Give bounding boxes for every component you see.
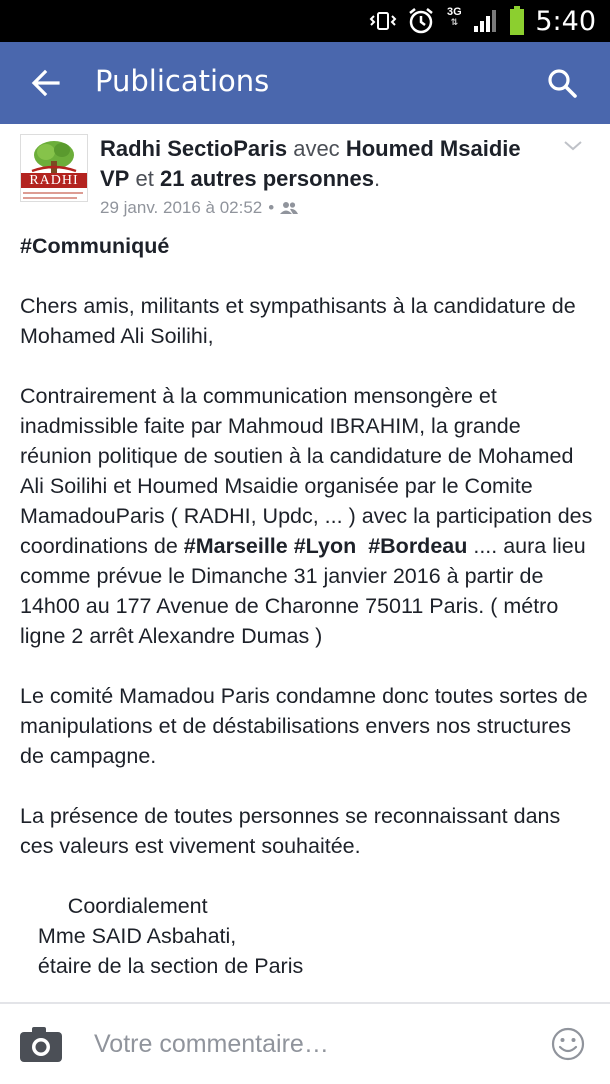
and-word: et — [135, 166, 154, 191]
status-icons — [369, 0, 596, 42]
search-icon — [546, 67, 578, 99]
hashtag-lyon[interactable]: #Lyon — [293, 534, 357, 558]
network-arrows: ⇅ — [450, 17, 459, 27]
camera-icon[interactable] — [18, 1024, 64, 1064]
avatar[interactable] — [20, 134, 88, 202]
others-link[interactable]: 21 autres personnes — [159, 166, 374, 191]
comment-input[interactable] — [94, 1024, 514, 1064]
with-word: avec — [293, 136, 340, 161]
post-header — [100, 134, 540, 194]
page-title: Publications — [95, 64, 270, 98]
post-meta — [100, 198, 298, 218]
avatar-tagline — [23, 197, 77, 199]
paragraph-announcement — [20, 381, 595, 651]
paragraph-greeting: Chers amis, militants et sympathisants à la candidature de Mohamed Ali Soilihi, — [20, 294, 576, 348]
avatar-brand: RADHI — [21, 173, 87, 188]
signature-line-1: Coordialement — [20, 894, 208, 918]
avatar-logo — [21, 135, 87, 173]
hashtag-bordeau[interactable]: #Bordeau — [368, 534, 468, 558]
battery-icon — [509, 6, 525, 36]
avatar-tagline — [23, 192, 83, 194]
app-bar — [0, 42, 610, 124]
network-label: 3G — [447, 6, 462, 18]
hashtag-marseille[interactable]: #Marseille — [183, 534, 288, 558]
header-period: . — [373, 166, 381, 191]
alarm-icon — [407, 7, 435, 35]
paragraph-invitation: La présence de toutes personnes se reconnaissant dans ces valeurs est vivement souhaitée. — [20, 804, 561, 858]
network-type — [445, 7, 463, 27]
hashtag-communique[interactable]: #Communiqué — [20, 234, 170, 258]
post-body — [20, 231, 595, 981]
post — [0, 124, 610, 1004]
tagged-user[interactable]: Houmed Msaidie VP — [100, 136, 521, 191]
comment-bar — [0, 1002, 610, 1084]
announcement-text-a: Contrairement à la communication mensongère et inadmissible faite par Mahmoud IBRAHIM, la grande réunion politique de soutien à la candidature de Mohamed Ali Soilihi et Houmed Msaidie organisée par le Comite MamadouParis ( RADHI, Updc, ... ) avec la participation des coordinations de — [20, 384, 593, 558]
friends-icon — [280, 201, 298, 215]
meta-separator: • — [268, 198, 275, 217]
back-button[interactable] — [24, 61, 68, 105]
status-time: 5:40 — [535, 5, 596, 37]
signal-icon — [473, 9, 499, 33]
post-date[interactable]: 29 janv. 2016 à 02:52 — [100, 198, 263, 217]
signature-line-3: étaire de la section de Paris — [20, 954, 304, 978]
announcement-text-b: .... aura lieu comme prévue le Dimanche 31 janvier 2016 à partir de 14h00 au 177 Avenue de Charonne 75011 Paris. ( métro ligne 2 arrêt Alexandre Dumas ) — [20, 534, 586, 648]
arrow-back-icon — [31, 68, 61, 98]
tree-logo-icon — [24, 137, 84, 173]
search-button[interactable] — [540, 61, 584, 105]
vibrate-icon — [369, 10, 397, 32]
status-bar — [0, 0, 610, 42]
author-name[interactable]: Radhi SectioParis — [100, 136, 288, 161]
paragraph-condemnation: Le comité Mamadou Paris condamne donc toutes sortes de manipulations et de déstabilisations envers nos structures de campagne. — [20, 684, 588, 768]
emoji-icon[interactable] — [550, 1026, 586, 1062]
chevron-down-icon[interactable] — [562, 134, 584, 156]
signature-line-2: Mme SAID Asbahati, — [20, 924, 237, 948]
